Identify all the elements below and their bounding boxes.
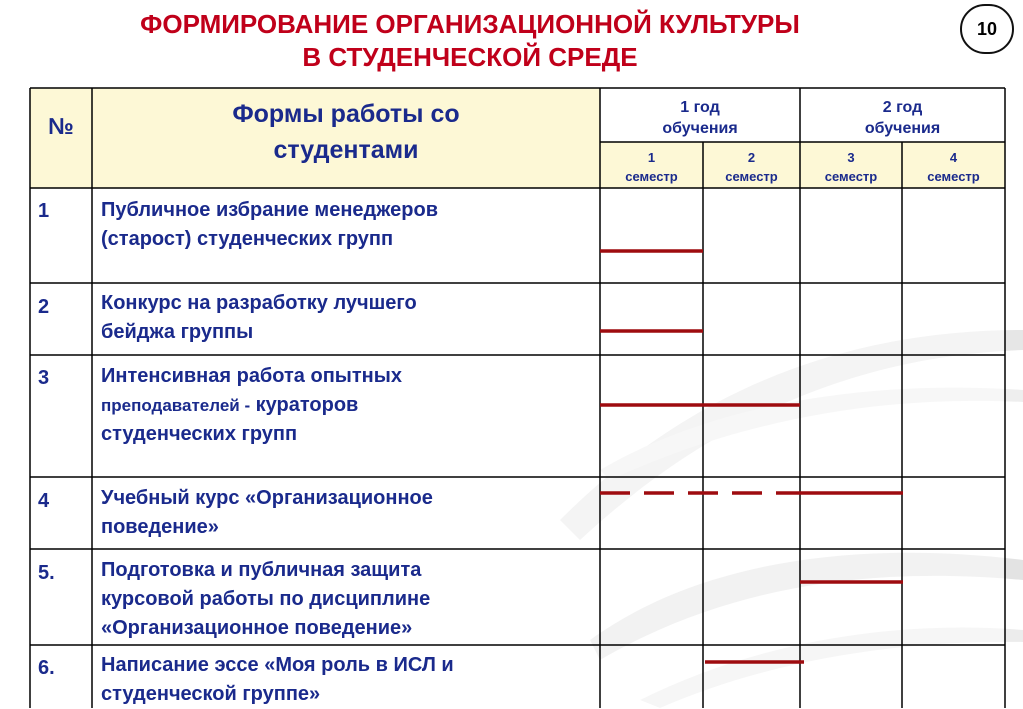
header-semester-4	[902, 148, 1005, 186]
row-5-text-line-3: «Организационное поведение»	[101, 617, 413, 639]
header-year-2	[800, 97, 1005, 139]
row-1-text	[101, 196, 596, 254]
row-5-text-line-2: курсовой работы по дисциплине	[101, 588, 431, 610]
row-1-number: 1	[38, 200, 50, 222]
header-semester-1-num: 1	[647, 150, 656, 165]
header-forms	[92, 96, 600, 168]
header-semester-2-word: семестр	[725, 169, 778, 184]
row-1-text-line-1: Публичное избрание менеджеров	[101, 199, 439, 221]
title-line-2: В СТУДЕНЧЕСКОЙ СРЕДЕ	[302, 42, 638, 72]
header-forms-label: Формы работы со студентами	[232, 100, 460, 164]
header-year-2-line-2: обучения	[864, 120, 941, 137]
row-4-text-line-1: Учебный курс «Организационное	[101, 487, 433, 509]
row-3-number: 3	[38, 367, 50, 389]
header-semester-2	[703, 148, 800, 186]
row-2-number: 2	[38, 296, 50, 318]
row-6-text-line-1: Написание эссе «Моя роль в ИСЛ и	[101, 654, 454, 676]
header-semester-3	[800, 148, 902, 186]
row-6-number: 6.	[38, 657, 55, 679]
header-year-1	[600, 97, 800, 139]
row-4-text-line-2: поведение»	[101, 516, 219, 538]
header-semester-1-word: семестр	[625, 169, 678, 184]
header-semester-3-num: 3	[847, 150, 855, 165]
row-3-text	[101, 362, 596, 449]
header-semester-4-num: 4	[949, 150, 958, 165]
row-1-text-line-2: (старост) студенческих групп	[101, 228, 394, 250]
row-3-text-small: преподавателей -	[101, 396, 251, 415]
title-line-1: ФОРМИРОВАНИЕ ОРГАНИЗАЦИОННОЙ КУЛЬТУРЫ	[140, 9, 800, 39]
row-5-number: 5.	[38, 562, 55, 584]
header-year-1-line-2: обучения	[662, 120, 738, 137]
page-title	[0, 8, 940, 74]
header-semester-1	[600, 148, 703, 186]
row-6-text-line-2: студенческой группе»	[101, 683, 321, 705]
row-2-text	[101, 289, 596, 347]
header-year-1-line-1: 1 год	[680, 99, 720, 116]
header-semester-4-word: семестр	[927, 169, 980, 184]
header-number: №	[48, 113, 74, 139]
row-5-text	[101, 556, 596, 643]
row-2-text-line-1: Конкурс на разработку лучшего	[101, 292, 417, 314]
page-number-badge: 10	[960, 4, 1014, 54]
row-3-text-line-3: студенческих групп	[101, 423, 298, 445]
header-semester-3-word: семестр	[824, 169, 878, 184]
row-3-text-line-2	[101, 391, 596, 420]
row-6-text	[101, 651, 596, 709]
header-year-2-line-1: 2 год	[882, 99, 923, 116]
row-5-text-line-1: Подготовка и публичная защита	[101, 559, 422, 581]
header-semester-2-num: 2	[747, 150, 756, 165]
row-3-text-line-1: Интенсивная работа опытных	[101, 365, 402, 387]
row-2-text-line-2: бейджа группы	[101, 321, 254, 343]
row-4-text	[101, 484, 596, 542]
row-4-number: 4	[38, 490, 50, 512]
row-3-text-rest: кураторов	[250, 394, 359, 416]
